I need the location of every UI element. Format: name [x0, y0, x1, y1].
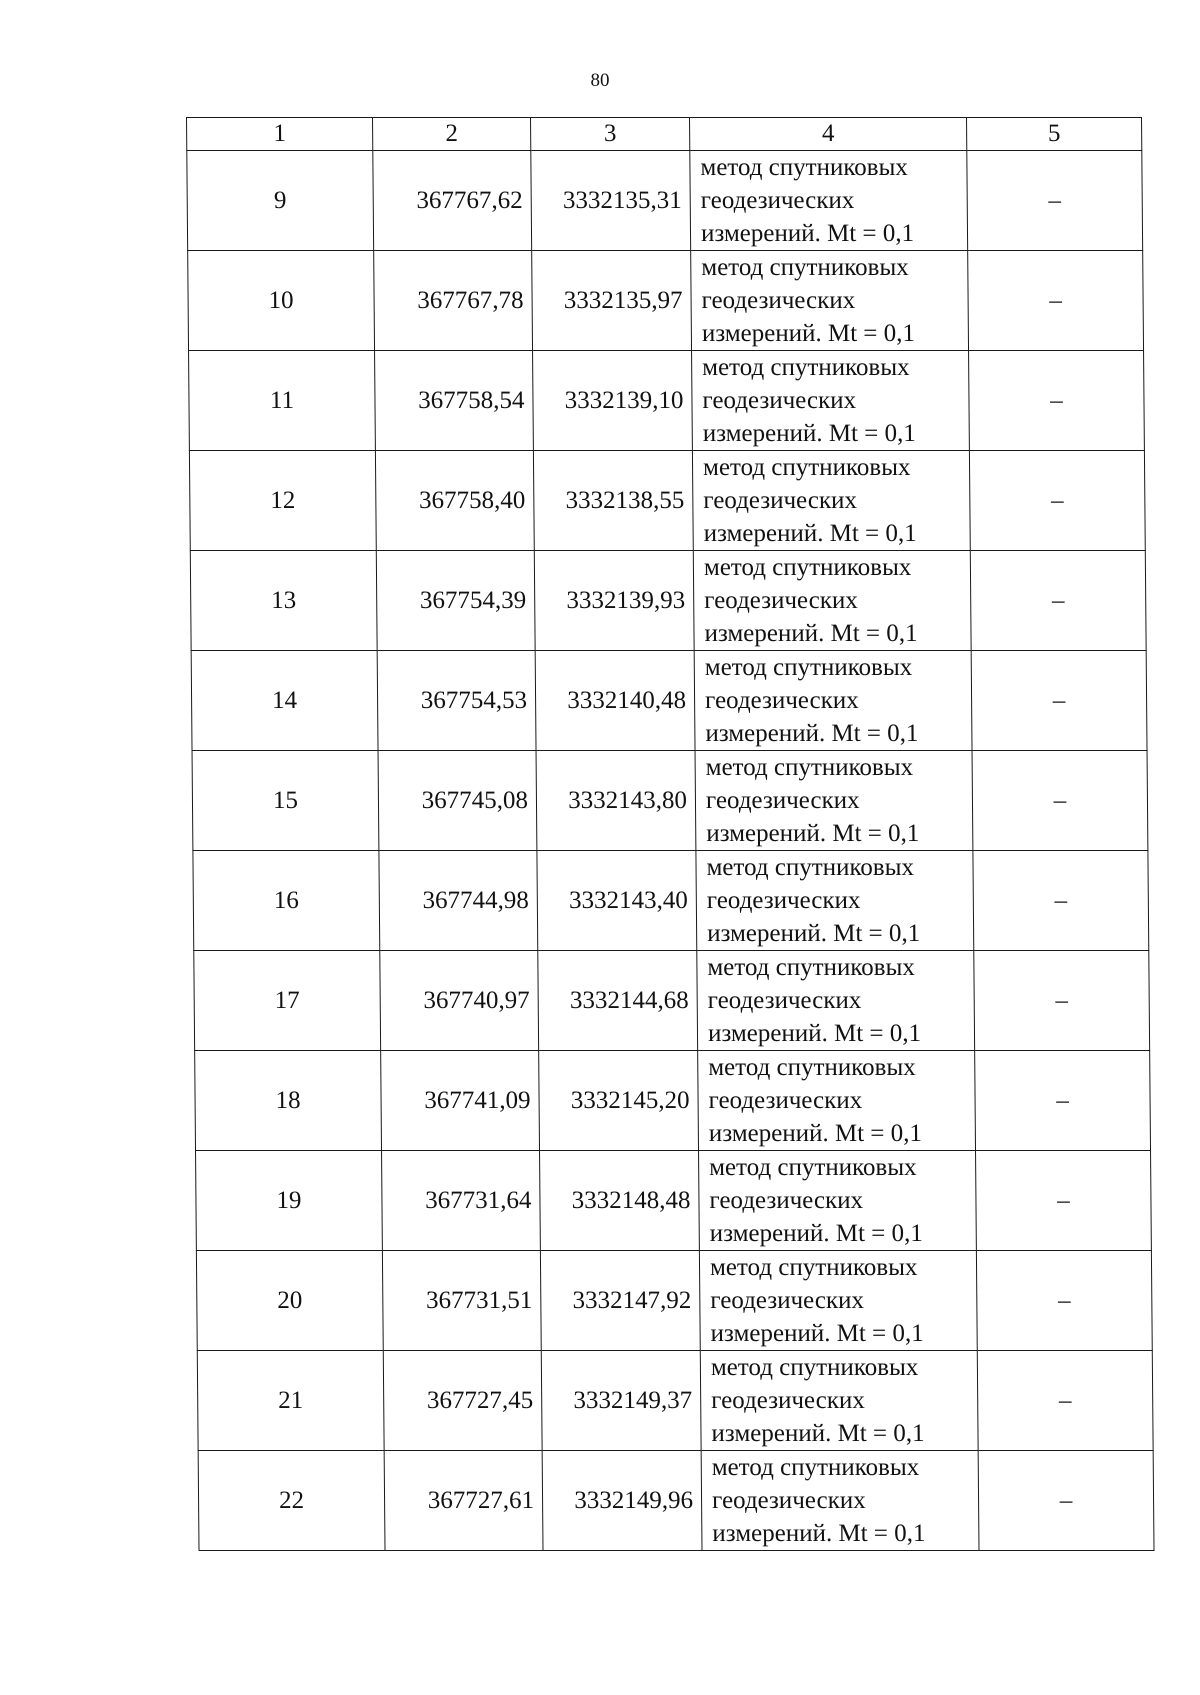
method-cell	[700, 1351, 978, 1451]
y-coordinate-cell: 3332143,80	[536, 751, 696, 851]
method-line: метод спутниковых	[707, 954, 915, 981]
method-line: измерений. Mt = 0,1	[705, 720, 919, 747]
note-cell: –	[975, 1051, 1151, 1151]
x-coordinate-cell: 367767,78	[374, 251, 533, 351]
method-line: измерений. Mt = 0,1	[706, 820, 920, 847]
point-number-cell: 22	[198, 1451, 385, 1551]
table-row	[198, 1451, 1154, 1551]
method-line: геодезических	[707, 987, 862, 1014]
header-col-2: 2	[373, 118, 531, 151]
method-line: измерений. Mt = 0,1	[710, 1320, 924, 1347]
table-row	[189, 351, 1145, 451]
point-number-cell: 14	[191, 651, 378, 751]
y-coordinate-cell: 3332135,31	[531, 151, 691, 251]
y-coordinate-cell: 3332145,20	[539, 1051, 699, 1151]
y-coordinate-cell: 3332138,55	[533, 451, 693, 551]
method-line: измерений. Mt = 0,1	[700, 220, 915, 247]
y-coordinate-cell: 3332143,40	[537, 851, 697, 951]
note-cell: –	[968, 251, 1144, 351]
method-cell	[691, 251, 969, 351]
note-cell: –	[976, 1151, 1152, 1251]
y-coordinate-cell: 3332144,68	[538, 951, 698, 1051]
method-line: геодезических	[709, 1187, 864, 1214]
header-col-3: 3	[531, 118, 690, 151]
header-col-1: 1	[187, 118, 373, 151]
table-row	[189, 451, 1145, 551]
note-cell: –	[967, 151, 1143, 251]
point-number-cell: 21	[197, 1351, 384, 1451]
y-coordinate-cell: 3332149,96	[542, 1451, 702, 1551]
method-line: геодезических	[705, 787, 860, 814]
note-cell: –	[973, 851, 1149, 951]
method-line: метод спутниковых	[710, 1354, 919, 1381]
y-coordinate-cell: 3332149,37	[541, 1351, 701, 1451]
y-coordinate-cell: 3332147,92	[540, 1251, 700, 1351]
table-row	[192, 751, 1148, 851]
method-line: метод спутниковых	[708, 1054, 916, 1081]
method-line: измерений. Mt = 0,1	[704, 620, 918, 647]
method-cell	[698, 1051, 976, 1151]
x-coordinate-cell: 367731,51	[382, 1251, 541, 1351]
method-cell	[692, 351, 970, 451]
table-row	[194, 951, 1150, 1051]
table-row	[196, 1151, 1152, 1251]
method-line: измерений. Mt = 0,1	[712, 1520, 926, 1547]
method-cell	[690, 151, 968, 251]
point-number-cell: 13	[190, 551, 377, 651]
y-coordinate-cell: 3332139,93	[534, 551, 694, 651]
x-coordinate-cell: 367754,39	[376, 551, 535, 651]
point-number-cell: 17	[194, 951, 381, 1051]
table-row	[195, 1051, 1151, 1151]
note-cell: –	[977, 1351, 1153, 1451]
method-cell	[697, 951, 975, 1051]
y-coordinate-cell: 3332139,10	[533, 351, 693, 451]
method-line: измерений. Mt = 0,1	[709, 1220, 923, 1247]
method-cell	[693, 551, 971, 651]
method-line: метод спутниковых	[709, 1254, 918, 1281]
method-line: метод спутниковых	[706, 854, 915, 881]
method-line: метод спутниковых	[703, 554, 912, 581]
table-row	[196, 1251, 1152, 1351]
x-coordinate-cell: 367740,97	[380, 951, 539, 1051]
method-line: измерений. Mt = 0,1	[702, 420, 916, 447]
x-coordinate-cell: 367731,64	[382, 1151, 541, 1251]
note-cell: –	[969, 451, 1145, 551]
method-line: метод спутниковых	[709, 1154, 917, 1181]
method-line: геодезических	[710, 1287, 865, 1314]
method-line: геодезических	[708, 1087, 863, 1114]
method-line: геодезических	[702, 387, 857, 414]
y-coordinate-cell: 3332148,48	[540, 1151, 700, 1251]
method-cell	[701, 1451, 979, 1551]
note-cell: –	[978, 1451, 1154, 1551]
note-cell: –	[971, 651, 1147, 751]
method-line: измерений. Mt = 0,1	[707, 1020, 922, 1047]
table-row	[190, 551, 1146, 651]
method-cell	[696, 851, 974, 951]
note-cell: –	[969, 351, 1145, 451]
method-line: метод спутниковых	[705, 754, 914, 781]
method-cell	[692, 451, 970, 551]
method-line: метод спутниковых	[700, 154, 908, 181]
page-number: 80	[590, 70, 610, 91]
header-col-5: 5	[967, 118, 1142, 151]
x-coordinate-cell: 367758,54	[375, 351, 534, 451]
x-coordinate-cell: 367754,53	[377, 651, 536, 751]
method-line: геодезических	[700, 187, 855, 214]
method-line: метод спутниковых	[702, 354, 910, 381]
point-number-cell: 9	[187, 151, 374, 251]
method-cell	[695, 751, 973, 851]
method-line: измерений. Mt = 0,1	[711, 1420, 925, 1447]
point-number-cell: 18	[195, 1051, 382, 1151]
method-line: метод спутниковых	[711, 1454, 920, 1481]
note-cell: –	[970, 551, 1146, 651]
table-row	[187, 151, 1143, 251]
method-line: измерений. Mt = 0,1	[708, 1120, 923, 1147]
y-coordinate-cell: 3332135,97	[532, 251, 692, 351]
method-line: геодезических	[704, 587, 858, 614]
method-line: метод спутниковых	[701, 254, 909, 281]
method-line: геодезических	[711, 1387, 865, 1414]
x-coordinate-cell: 367767,62	[373, 151, 532, 251]
method-cell	[699, 1151, 977, 1251]
method-line: геодезических	[701, 287, 856, 314]
table-row	[188, 251, 1144, 351]
method-line: геодезических	[706, 887, 861, 914]
point-number-cell: 11	[189, 351, 376, 451]
table-header	[187, 118, 1142, 151]
y-coordinate-cell: 3332140,48	[535, 651, 695, 751]
x-coordinate-cell: 367727,45	[383, 1351, 542, 1451]
point-number-cell: 15	[192, 751, 379, 851]
method-line: метод спутниковых	[702, 454, 911, 481]
x-coordinate-cell: 367758,40	[375, 451, 534, 551]
method-line: геодезических	[703, 487, 858, 514]
table-row	[197, 1351, 1153, 1451]
point-number-cell: 20	[196, 1251, 383, 1351]
x-coordinate-cell: 367745,08	[378, 751, 537, 851]
header-col-4: 4	[690, 118, 967, 151]
x-coordinate-cell: 367727,61	[384, 1451, 543, 1551]
point-number-cell: 12	[189, 451, 376, 551]
method-line: метод спутниковых	[704, 654, 913, 681]
table-row	[193, 851, 1149, 951]
method-line: измерений. Mt = 0,1	[701, 320, 916, 347]
x-coordinate-cell: 367741,09	[381, 1051, 540, 1151]
method-line: геодезических	[704, 687, 859, 714]
point-number-cell: 19	[196, 1151, 383, 1251]
table-row	[191, 651, 1147, 751]
note-cell: –	[974, 951, 1150, 1051]
method-line: измерений. Mt = 0,1	[703, 520, 917, 547]
coordinates-table	[186, 117, 1155, 1551]
header-row	[187, 118, 1142, 151]
method-line: измерений. Mt = 0,1	[707, 920, 921, 947]
table-body	[187, 151, 1154, 1551]
point-number-cell: 10	[188, 251, 375, 351]
x-coordinate-cell: 367744,98	[379, 851, 538, 951]
method-line: геодезических	[711, 1487, 866, 1514]
method-cell	[694, 651, 972, 751]
note-cell: –	[976, 1251, 1152, 1351]
point-number-cell: 16	[193, 851, 380, 951]
method-cell	[699, 1251, 977, 1351]
note-cell: –	[972, 751, 1148, 851]
